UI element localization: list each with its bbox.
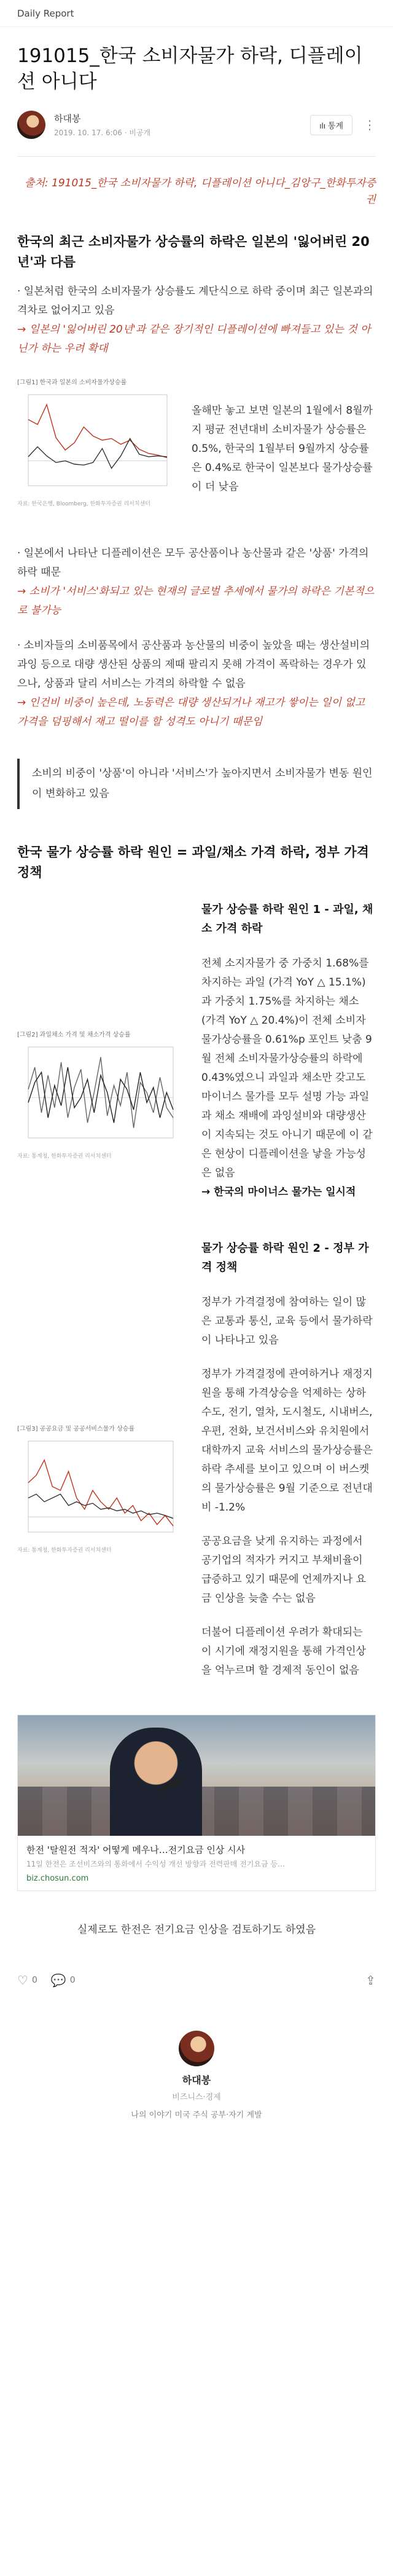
profile-category: 비즈니스·경제	[172, 2093, 221, 2102]
accent-text: → 일본의 '잃어버린 20년'과 같은 장기적인 디플레이션에 빠져들고 있는 것 아닌가 하는 우려 확대	[17, 323, 371, 355]
author-row	[17, 111, 376, 139]
link-description: 11일 한전은 조선비즈와의 통화에서 수익성 개선 방향과 전력판매 전기요금 등…	[26, 1860, 285, 1868]
figure-caption: [그림3] 공공요금 및 공공서비스물가 상승률	[17, 1426, 135, 1432]
link-domain[interactable]: biz.chosun.com	[26, 1874, 89, 1883]
figure-caption: [그림2] 과일채소 가격 및 채소가격 상승률	[17, 1032, 131, 1038]
section-heading-1: 한국의 최근 소비자물가 상승률의 하락은 일본의 '잃어버린 20년'과 다름	[17, 234, 370, 269]
profile-name[interactable]: 하대봉	[182, 2074, 211, 2086]
paragraph	[17, 636, 376, 732]
accent-text: → 소비가 '서비스'화되고 있는 현재의 글로벌 추세에서 물가의 하락은 기본적으로 불가능	[17, 585, 375, 617]
link-thumbnail[interactable]	[18, 1715, 375, 1836]
share-icon[interactable]: ⇪	[365, 1973, 376, 1988]
stats-button[interactable]: ılı 통계	[310, 115, 352, 135]
more-icon[interactable]: ⋮	[364, 117, 376, 132]
closing-line: 실제로도 한전은 전기요금 인상을 검토하기도 하였음	[77, 1924, 316, 1936]
figure-2	[17, 900, 177, 1202]
heart-icon: ♡	[17, 1973, 28, 1988]
profile-bio: 나의 이야기 미국 주식 공부·자기 계발	[131, 2111, 262, 2120]
chart-3	[17, 1436, 177, 1541]
profile-footer	[0, 2031, 393, 2120]
avatar[interactable]	[179, 2031, 214, 2066]
figure-note: 자료: 통계청, 한화투자증권 리서치센터	[17, 1547, 112, 1554]
cause-1-accent-wrap	[201, 1183, 375, 1202]
cause-1-accent: → 한국의 마이너스 물가는 일시적	[201, 1186, 356, 1198]
like-button[interactable]	[17, 1973, 37, 1988]
cause-2-text-1: 정부가 가격결정에 참여하는 일이 많은 교통과 통신, 교육 등에서 물가하락이 나타나고 있음	[201, 1296, 373, 1346]
series-line-2	[28, 1494, 173, 1519]
divider	[17, 156, 376, 157]
paragraph	[17, 282, 376, 358]
cause-1	[201, 900, 375, 1202]
figure-row-1	[17, 377, 376, 507]
top-bar	[0, 0, 393, 27]
author-meta	[54, 112, 310, 138]
brand-name[interactable]: Daily Report	[17, 7, 74, 19]
cause-2-heading: 물가 상승률 하락 원인 2 - 정부 가격 정책	[201, 1242, 369, 1274]
side-text-1: 올해만 놓고 보면 일본의 1월에서 8월까지 평균 전년대비 소비자물가 상승률은 0.5%, 한국의 1월부터 9월까지 상승률은 0.4%로 한국이 일본보다 물가상승률이 더 낮음	[192, 405, 373, 493]
figure-1	[17, 377, 171, 507]
post-meta: 2019. 10. 17. 6:06 · 비공개	[54, 128, 151, 137]
figure-note: 자료: 통계청, 한화투자증권 리서치센터	[17, 1153, 112, 1160]
figure-3	[17, 1239, 177, 1680]
paragraph-text: · 소비자들의 소비품목에서 공산품과 농산물의 비중이 높았을 때는 생산설비의 과잉 등으로 대량 생산된 상품의 제때 팔리지 못해 가격이 폭락하는 경우가 있으나, 상품과 달리 서비스는 가격의 하락할 수 없음	[17, 639, 370, 690]
series-line-2	[28, 438, 167, 468]
figure-caption: [그림1] 한국과 일본의 소비자물가상승률	[17, 379, 127, 386]
paragraph	[17, 544, 376, 620]
cause-2-text-2: 정부가 가격결정에 관여하거나 재정지원을 통해 가격상승을 억제하는 상하수도, 전기, 열차, 도시철도, 시내버스, 우편, 전화, 보건서비스와 유치원에서 대학까지 교육 서비스의 물가상승률은 하락 추세를 보이고 있으며 이 버스켓의 물가상승률은 9월 기준으로 전년대비 -1.2%	[201, 1368, 373, 1514]
paragraph-text: · 일본처럼 한국의 소비자물가 상승률도 계단식으로 하락 중이며 최근 일본과의 격차로 없어지고 있음	[17, 285, 373, 317]
figure-row-3	[17, 1239, 376, 1680]
comment-button[interactable]	[51, 1973, 76, 1988]
avatar[interactable]	[17, 111, 45, 139]
link-card[interactable]	[17, 1715, 376, 1891]
paragraph-text: · 일본에서 나타난 디플레이션은 모두 공산품이나 농산물과 같은 '상품' 가격의 하락 때문	[17, 547, 369, 579]
quote-block: 소비의 비중이 '상품'이 아니라 '서비스'가 높아지면서 소비자물가 변동 원인이 변화하고 있음	[17, 759, 376, 809]
chart-1	[17, 390, 171, 494]
accent-text: → 인건비 비중이 높은데, 노동력은 대량 생산되거나 재고가 쌓이는 일이 없고 가격을 덤핑해서 재고 떨이를 할 성격도 아니기 때문임	[17, 697, 365, 728]
cause-1-heading: 물가 상승률 하락 원인 1 - 과일, 채소 가격 하락	[201, 903, 373, 935]
source-line: 출처: 191015_한국 소비자물가 하락, 디플레이션 아니다_김앙구_한화투자증권	[25, 177, 376, 206]
chart-frame	[28, 1441, 173, 1532]
section-heading-2: 한국 물가 상승률 하락 원인 = 과일/채소 가격 하락, 정부 가격 정책	[17, 845, 369, 880]
cause-1-text: 전체 소지자물가 중 가중치 1.68%를 차지하는 과일 (가격 YoY △ 15.1%)과 가중치 1.75%를 차지하는 채소 (가격 YoY △ 20.4%)이 전체 소비자물가상승률을 0.61%p 포인트 낮춤 9월 전체 소비자물가상승률의 하락에 0.43%였으니 과일과 채소만 갖고도 마이너스 물가를 모두 설명 가능 과일과 채소 재배에 과잉설비와 대량생산이 지속되는 것도 아니기 때문에 이 같은 현상이 디플레이션을 낳을 가능성은 없음	[201, 957, 373, 1179]
post-title: 191015_한국 소비자물가 하락, 디플레이션 아니다	[17, 45, 363, 93]
cause-2-text-3: 공공요금을 낮게 유지하는 과정에서 공기업의 적자가 커지고 부채비율이 급증하고 있기 때문에 언제까지나 요금 인상을 늦출 수는 없음	[201, 1535, 366, 1605]
series-line-1	[28, 1460, 173, 1526]
figure-note: 자료: 한국은행, Bloomberg, 한화투자증권 리서치센터	[17, 501, 150, 507]
series-line-2	[28, 1067, 173, 1123]
comment-count: 0	[69, 1975, 76, 1985]
comment-icon: 💬	[50, 1973, 66, 1988]
author-name[interactable]: 하대봉	[54, 113, 81, 124]
like-count: 0	[31, 1975, 37, 1985]
figure-row-2	[17, 900, 376, 1202]
cause-2	[201, 1239, 375, 1680]
chart-2	[17, 1042, 177, 1147]
thumbnail-person	[110, 1728, 202, 1836]
cause-2-text-4: 더불어 디플레이션 우려가 확대되는 이 시기에 재정지원을 통해 가격인상을 억누르며 할 경제적 동인이 없음	[201, 1626, 366, 1677]
chart-frame	[28, 395, 167, 486]
series-line-1	[28, 405, 167, 457]
action-bar	[17, 1973, 376, 1988]
link-title[interactable]: 한전 '탈원전 적자' 어떻게 메우나…전기요금 인상 시사	[26, 1844, 246, 1855]
